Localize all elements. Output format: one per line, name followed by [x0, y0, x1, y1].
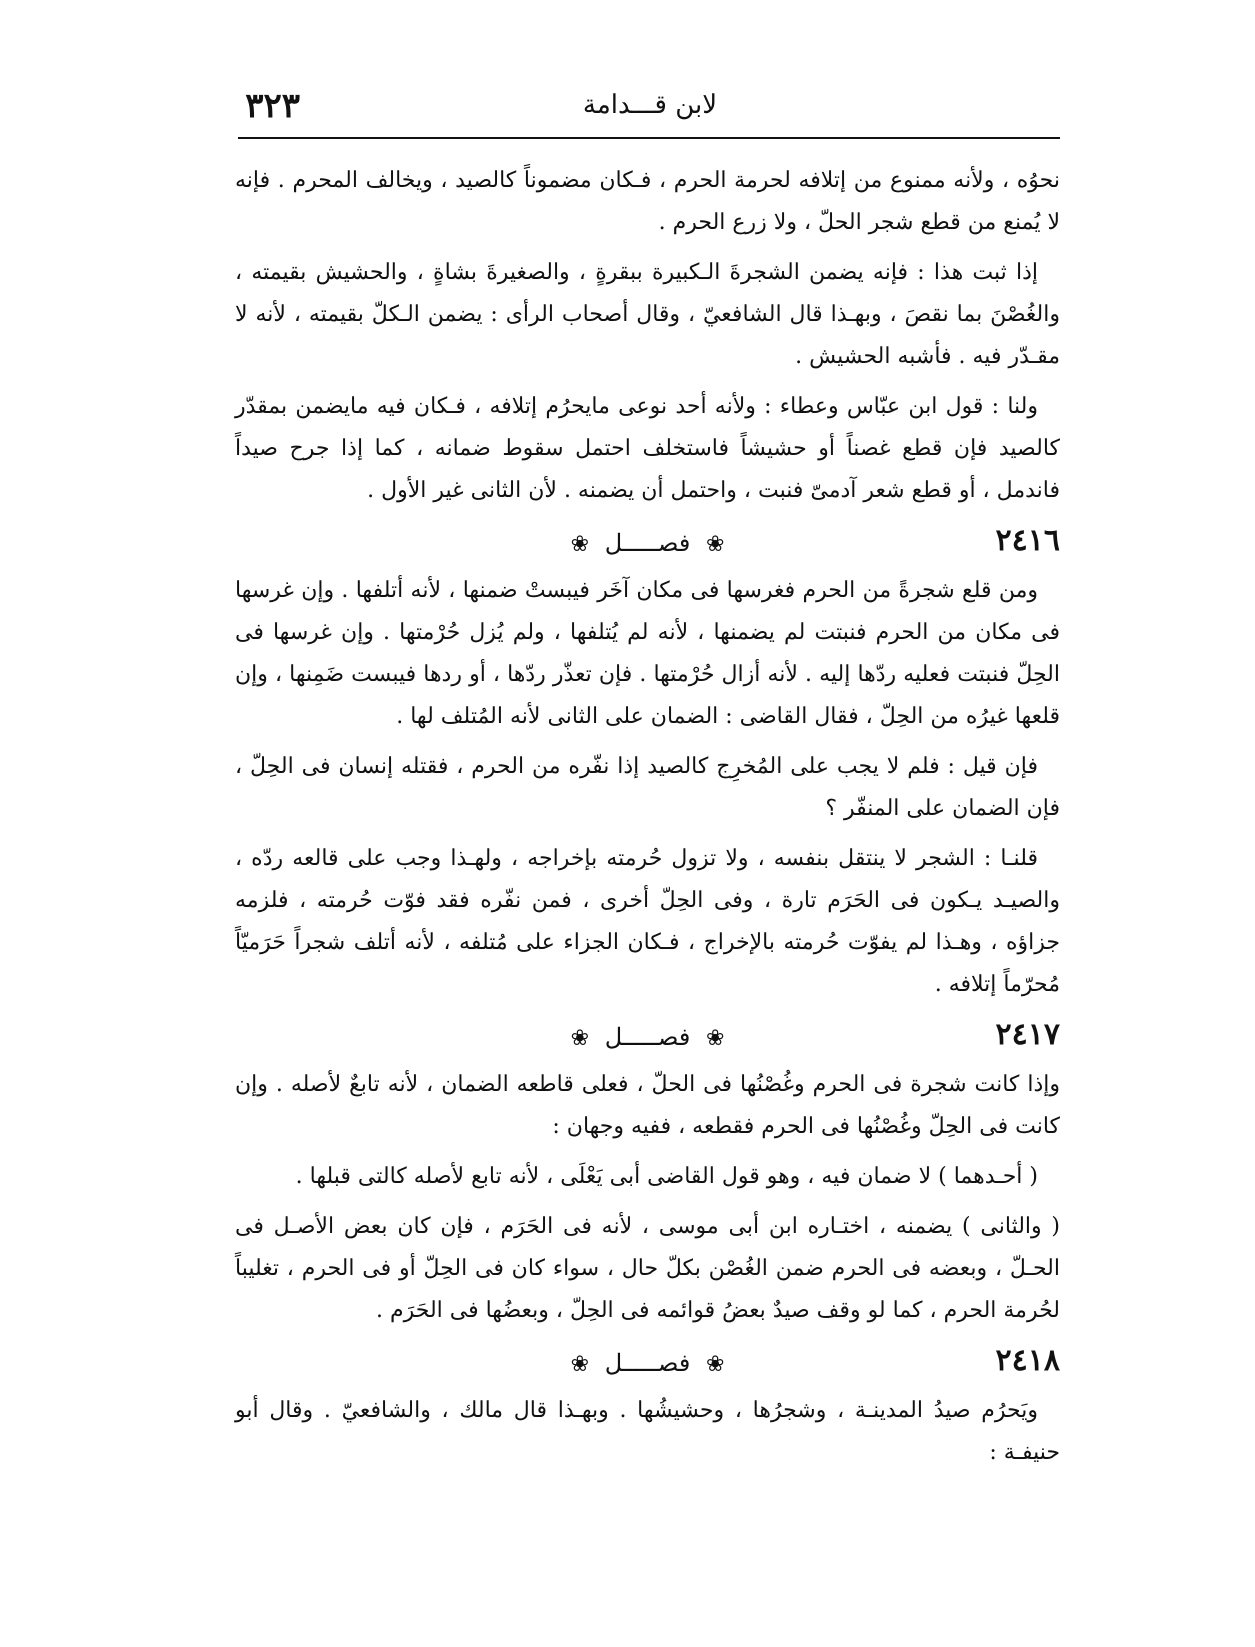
ornament-icon: ❀: [705, 1026, 725, 1051]
fasl-title: [235, 522, 1060, 566]
paragraph: ( أحـدهما ) لا ضمان فيه ، وهو قول القاضى أبى يَعْلَى ، لأنه تابع لأصله كالتى قبلها .: [295, 1164, 1038, 1189]
ornament-icon: ❀: [570, 1352, 590, 1377]
paragraph: ويَحرُم صيدُ المدينـة ، وشجرُها ، وحشيشُها . وبهـذا قال مالك ، والشافعيّ . وقال أبو حنيفـة :: [235, 1398, 1060, 1465]
section-heading-2416: [235, 520, 1060, 566]
section-number: ٢٤١٨: [995, 1343, 1060, 1378]
ornament-icon: ❀: [570, 532, 590, 557]
paragraph: إذا ثبت هذا : فإنه يضمن الشجرةَ الـكبيرة ببقرةٍ ، والصغيرةَ بشاةٍ ، والحشيش بقيمته ، والغُصْنَ بما نقصَ ، وبهـذا قال الشافعيّ ، وقال أصحاب الرأى : يضمن الـكلّ بقيمته ، لأنه لا مقـدّر فيه . فأشبه الحشيش .: [235, 260, 1060, 369]
fasl-label: فصـــــل: [604, 529, 691, 557]
page-number: ٣٢٣: [245, 86, 300, 126]
paragraph: قلنـا : الشجر لا ينتقل بنفسه ، ولا تزول حُرمته بإخراجه ، ولهـذا وجب على قالعه ردّه ، والصيـد يـكون فى الحَرَم تارة ، وفى الحِلّ أخرى ، فمن نفّره فقد فوّت حُرمته ، فلزمه جزاؤه ، وهـذا لم يفوّت حُرمته بالإخراج ، فـكان الجزاء على مُتلفه ، لأنه أتلف شجراً حَرَميّاً مُحرّماً إتلافه .: [235, 846, 1060, 997]
paragraph: ( والثانى ) يضمنه ، اختـاره ابن أبى موسى ، لأنه فى الحَرَم ، فإن كان بعض الأصـل فى الحـلّ ، وبعضه فى الحرم ضمن الغُصْن بكلّ حال ، سواء كان فى الحِلّ أو فى الحرم ، تغليباً لحُرمة الحرم ، كما لو وقف صيدٌ بعضُ قوائمه فى الحِلّ ، وبعضُها فى الحَرَم .: [235, 1214, 1060, 1323]
fasl-title: [235, 1342, 1060, 1386]
ornament-icon: ❀: [705, 532, 725, 557]
fasl-title: [235, 1016, 1060, 1060]
section-number: ٢٤١٦: [995, 523, 1060, 558]
paragraph: وإذا كانت شجرة فى الحرم وغُصْنُها فى الحلّ ، فعلى قاطعه الضمان ، لأنه تابعٌ لأصله . وإن كانت فى الحِلّ وغُصْنُها فى الحرم فقطعه ، ففيه وجهان :: [235, 1072, 1060, 1139]
paragraph: فإن قيل : فلم لا يجب على المُخرِج كالصيد إذا نفّره من الحرم ، فقتله إنسان فى الحِلّ ، فإن الضمان على المنفّر ؟: [235, 754, 1060, 821]
ornament-icon: ❀: [570, 1026, 590, 1051]
fasl-label: فصـــــل: [604, 1349, 691, 1377]
page-header: [240, 86, 1060, 132]
section-number: ٢٤١٧: [995, 1017, 1060, 1052]
section-heading-2418: [235, 1340, 1060, 1386]
running-title: لابن قـــدامة: [582, 90, 718, 120]
paragraph: نحوُه ، ولأنه ممنوع من إتلافه لحرمة الحرم ، فـكان مضموناً كالصيد ، ويخالف المحرم . فإنه لا يُمنع من قطع شجر الحلّ ، ولا زرع الحرم .: [235, 168, 1060, 235]
page-body: [235, 160, 1060, 1482]
paragraph: ومن قلع شجرةً من الحرم فغرسها فى مكان آخَر فيبستْ ضمنها ، لأنه أتلفها . وإن غرسها فى مكان من الحرم فنبتت لم يضمنها ، لأنه لم يُتلفها ، ولم يُزل حُرْمتها . وإن غرسها فى الحِلّ فنبتت فعليه ردّها إليه . لأنه أزال حُرْمتها . فإن تعذّر ردّها ، أو ردها فيبست ضَمِنها ، وإن قلعها غيرُه من الحِلّ ، فقال القاضى : الضمان على الثانى لأنه المُتلف لها .: [235, 578, 1060, 729]
section-heading-2417: [235, 1014, 1060, 1060]
fasl-label: فصـــــل: [604, 1023, 691, 1051]
paragraph: ولنا : قول ابن عبّاس وعطاء : ولأنه أحد نوعى مايحرُم إتلافه ، فـكان فيه مايضمن بمقدّر كالصيد فإن قطع غصناً أو حشيشاً فاستخلف احتمل سقوط ضمانه ، كما إذا جرح صيداً فاندمل ، أو قطع شعر آدمىّ فنبت ، واحتمل أن يضمنه . لأن الثانى غير الأول .: [235, 394, 1060, 503]
header-rule: [238, 137, 1060, 139]
ornament-icon: ❀: [705, 1352, 725, 1377]
